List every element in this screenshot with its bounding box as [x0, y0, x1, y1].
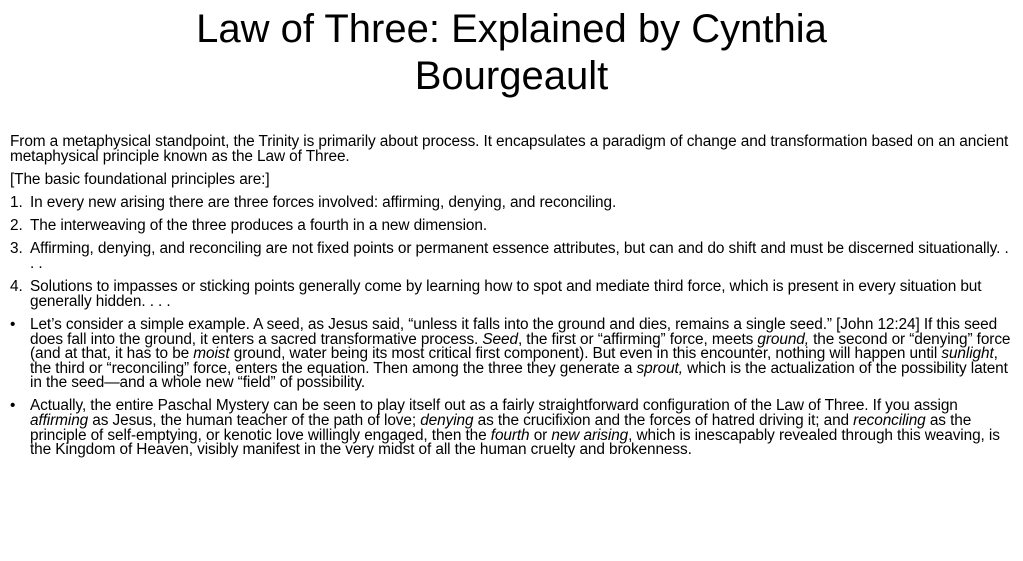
- principle-text: Solutions to impasses or sticking points generally come by learning how to spot and mediate third force, which is present in every situation but generally hidden. . . .: [30, 278, 982, 310]
- intro-paragraph: From a metaphysical standpoint, the Trinity is primarily about process. It encapsulates a paradigm of change and transformation based on an ancient metaphysical principle known as the Law of Three.: [10, 133, 1009, 165]
- principle-text: Affirming, denying, and reconciling are not fixed points or permanent essence attributes, but can and do shift and must be discerned situationally. . . .: [30, 240, 1009, 272]
- principle-text: In every new arising there are three forces involved: affirming, denying, and reconciling.: [30, 193, 617, 211]
- seed-example-text: Let’s consider a simple example. A seed, as Jesus said, “unless it falls into the ground and dies, remains a single seed.” [John 12:24] If this seed does fall into the ground, it enters a sacred transformative process. Seed, the first or “affirming” force, meets ground, the second or “denying” force (and at that, it has to be moist ground, water being its most critical first component). But even in this encounter, nothing will happen until sunlight, the third or “reconciling” force, enters the equation. Then among the three they generate a sprout, which is the actualization of the possibility latent in the seed—and a whole new “field” of possibility.: [30, 315, 1011, 392]
- bullet-dot: •: [10, 397, 16, 415]
- paschal-mystery-bullet: [10, 399, 1013, 457]
- seed-example-bullet: [10, 315, 1013, 392]
- emphasis-affirming: affirming: [30, 412, 89, 430]
- principle-item-3: [10, 242, 1013, 271]
- principle-item-2: [10, 219, 1013, 234]
- emphasis-new-arising: new arising: [551, 426, 629, 444]
- paschal-mystery-text: Actually, the entire Paschal Mystery can be seen to play itself out as a fairly straightforward configuration of the Law of Three. If you assign affirming as Jesus, the human teacher of the path of love; denying as the crucifixion and the forces of hatred driving it; and reconciling as the principle of self-emptying, or kenotic love willingly engaged, then the fourth or new arising, which is inescapably revealed through this weaving, is the Kingdom of Heaven, visibly manifest in the very midst of all the human cruelty and brokenness.: [30, 397, 1000, 459]
- bullet-dot: •: [10, 315, 16, 333]
- emphasis-moist: moist: [193, 345, 230, 363]
- slide-body: [10, 135, 1013, 466]
- slide-title-line-2: Bourgeault: [414, 54, 609, 98]
- slide-title: [0, 6, 1023, 100]
- emphasis-seed: Seed: [482, 330, 518, 348]
- principles-heading: [The basic foundational principles are:]: [10, 170, 270, 188]
- principle-number: 3.: [10, 240, 23, 258]
- emphasis-fourth: fourth: [490, 426, 530, 444]
- principle-number: 1.: [10, 193, 23, 211]
- emphasis-sunlight: sunlight: [941, 345, 994, 363]
- emphasis-sprout: sprout,: [636, 359, 683, 377]
- principle-item-1: [10, 193, 1013, 211]
- principle-text: The interweaving of the three produces a fourth in a new dimension.: [30, 217, 488, 235]
- principle-number: 4.: [10, 278, 23, 296]
- emphasis-denying: denying: [420, 412, 474, 430]
- emphasis-reconciling: reconciling: [853, 412, 926, 430]
- emphasis-ground: ground,: [757, 330, 809, 348]
- slide-title-line-1: Law of Three: Explained by Cynthia: [196, 7, 827, 51]
- principle-item-4: [10, 280, 1013, 309]
- principle-number: 2.: [10, 217, 23, 235]
